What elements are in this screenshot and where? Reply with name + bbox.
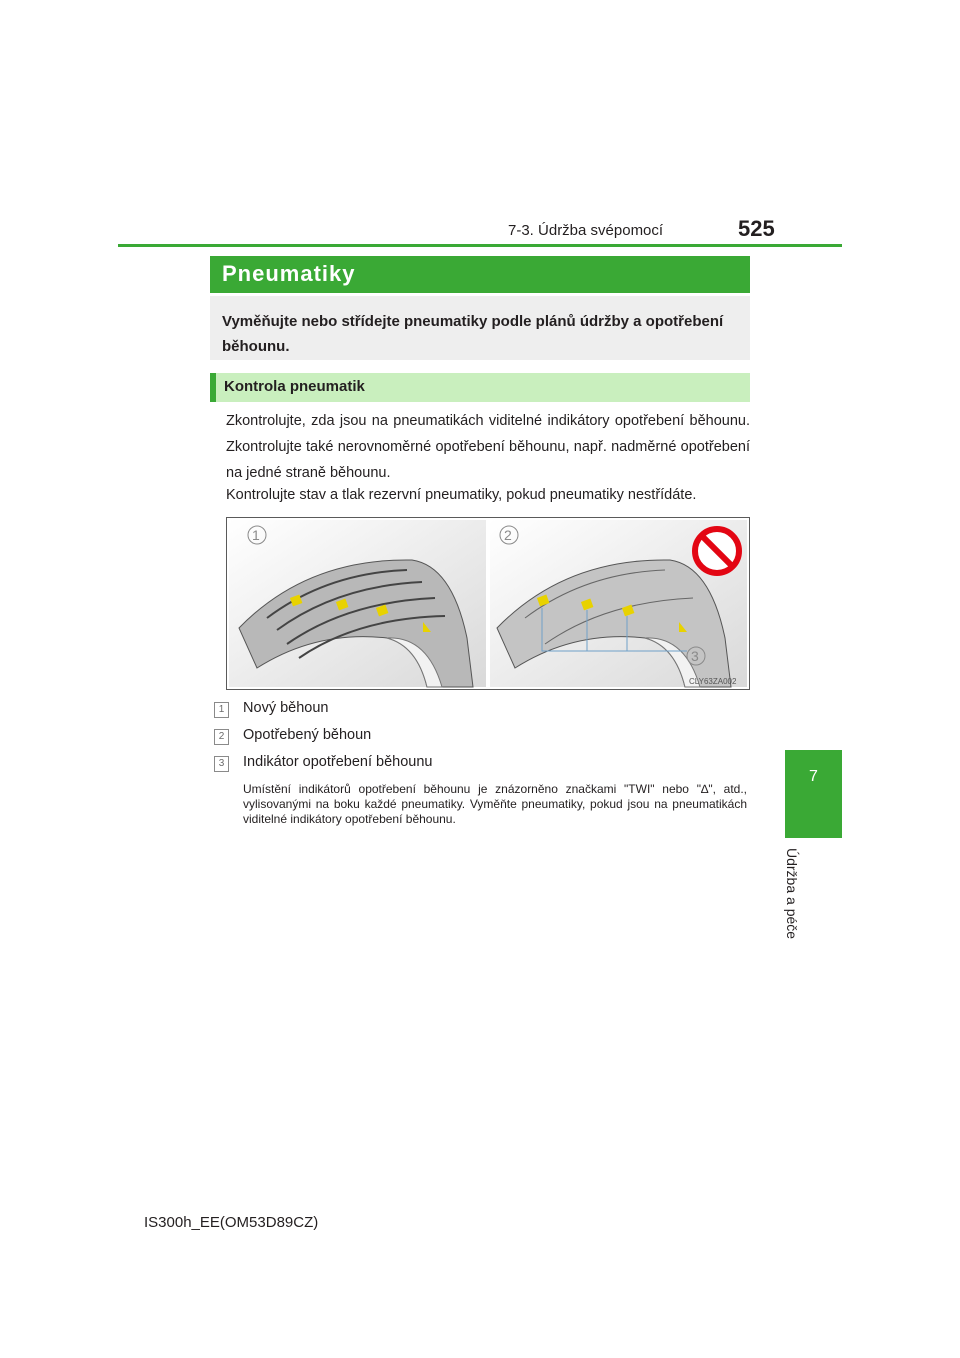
chapter-tab [785,750,842,838]
figure-label-1: 1 [252,527,260,543]
item-text: Indikátor opotřebení běhounu [243,754,433,770]
prohibition-icon [695,529,739,573]
page-title: Pneumatiky [222,261,356,286]
intro-text: Vyměňujte nebo střídejte pneumatiky podle plánů údržby a opotřebení běhounu. [222,313,724,355]
figure-code: CLY63ZA002 [689,677,737,686]
figure-label-3: 3 [691,648,699,664]
tire-figure [226,517,750,690]
item-number: 3 [214,756,229,772]
list-item [214,700,328,718]
item-number: 1 [214,702,229,718]
list-item [214,727,371,745]
tire-illustration [227,518,749,689]
item-text: Opotřebený běhoun [243,727,372,743]
page-number: 525 [738,216,775,241]
paragraph-1: Zkontrolujte, zda jsou na pneumatikách viditelné indikátory opotřebení běhounu. Zkontrolujte také nerovnoměrné opotřebení běhounu, např. nadměrné opotřebení na jedné straně běhounu. [226,413,750,481]
chapter-number: 7 [809,768,818,785]
footer-model-code: IS300h_EE(OM53D89CZ) [144,1214,319,1231]
note-text: Umístění indikátorů opotřebení běhounu je znázorněno značkami "TWI" nebo "∆", atd., vylisovanými na boku každé pneumatiky. Vyměňte pneumatiky, pokud jsou na pneumatikách viditelné indikátory opotřebení běhounu. [243,782,747,826]
item-number: 2 [214,729,229,745]
subsection-title: Kontrola pneumatik [224,378,365,395]
running-header-section: 7-3. Údržba svépomocí [508,222,664,239]
paragraph-2: Kontrolujte stav a tlak rezervní pneumatiky, pokud pneumatiky nestřídáte. [226,487,697,503]
chapter-title-text: Údržba a péče [784,848,800,940]
list-item [214,754,433,772]
item-text: Nový běhoun [243,700,329,716]
figure-label-2: 2 [504,527,512,543]
header-rule [118,244,842,247]
chapter-title [784,848,802,968]
